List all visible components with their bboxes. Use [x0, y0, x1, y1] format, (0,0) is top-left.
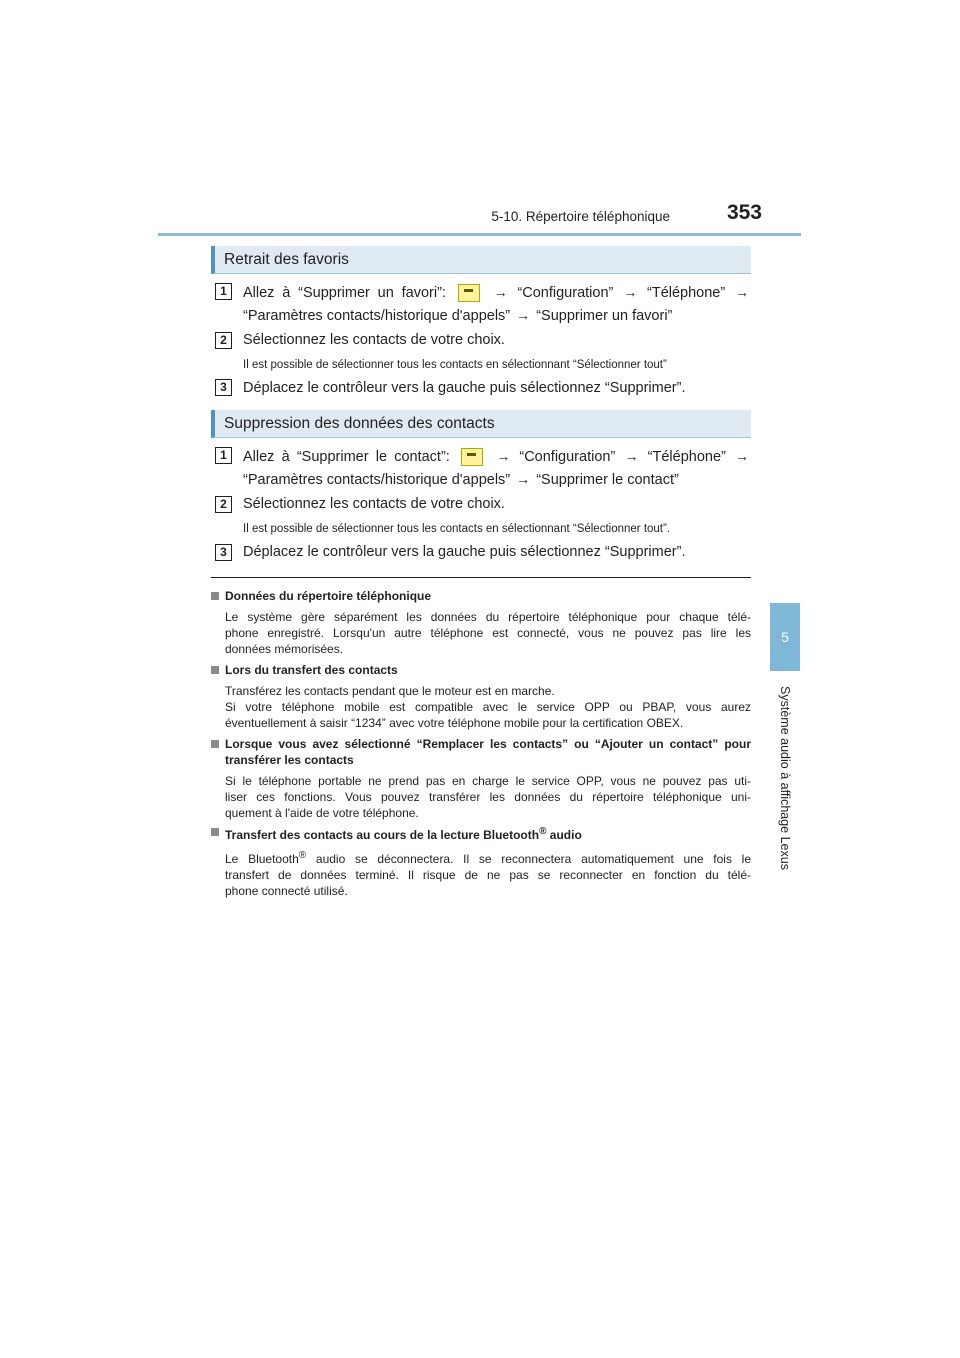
step-line-prefix: Allez à “Supprimer un favori”: [243, 285, 446, 301]
page-number: 353 [726, 201, 762, 224]
step-path-item: “Supprimer un favori” [536, 308, 673, 324]
step-line-prefix: Allez à “Supprimer le contact”: [243, 449, 450, 465]
step-number: 2 [215, 332, 232, 349]
menu-button-icon [461, 448, 483, 466]
step-number: 3 [215, 379, 232, 396]
info-heading-text: Lors du transfert des contacts [225, 663, 398, 677]
step-line [243, 468, 751, 491]
info-block [211, 662, 751, 731]
step-path-item: “Supprimer le contact” [536, 472, 679, 488]
section-title-contacts: Suppression des données des contacts [211, 410, 751, 438]
info-heading-text: audio [546, 828, 582, 842]
info-line: transfert de données terminé. Il risque de ne pas se reconnecter en fonction du télé- [225, 868, 751, 882]
info-block [211, 736, 751, 821]
step-note: Il est possible de sélectionner tous les contacts en sélectionnant “Sélectionner tout” [243, 359, 667, 371]
step-line [243, 445, 751, 468]
step-path-item: “Configuration” [517, 285, 614, 301]
step-text: Sélectionnez les contacts de votre choix. [243, 332, 505, 348]
info-line: éventuellement à saisir “1234” avec votre téléphone mobile pour la certification OBEX. [225, 716, 684, 730]
chapter-number: 5 [781, 629, 789, 645]
info-heading-text: Lorsque vous avez sélectionné “Remplacer les contacts” ou “Ajouter un contact” pour [225, 737, 751, 751]
right-arrow-icon: → [735, 284, 750, 300]
info-line: Si le téléphone portable ne prend pas en charge le service OPP, vous ne pouvez pas uti- [225, 774, 751, 788]
step-path-item: “Configuration” [519, 449, 616, 465]
info-line [225, 848, 751, 867]
square-bullet-icon [211, 666, 219, 674]
step-number: 2 [215, 496, 232, 513]
info-line: quement à l'aide de votre téléphone. [225, 806, 419, 820]
step-path-item: “Téléphone” [647, 449, 726, 465]
info-line: Transférez les contacts pendant que le moteur est en marche. [225, 684, 555, 698]
info-line: phone connecté utilisé. [225, 884, 348, 898]
divider [211, 577, 751, 578]
chapter-tab [770, 603, 800, 671]
info-block [211, 824, 751, 899]
step-path-item: “Paramètres contacts/historique d'appels” [243, 472, 511, 488]
header-section-title: 5-10. Répertoire téléphonique [491, 209, 670, 224]
info-line: liser ces fonctions. Vous pouvez transférer les données du répertoire téléphonique uni- [225, 790, 751, 804]
chapter-label: Système audio à affichage Lexus [778, 686, 792, 870]
step-number: 3 [215, 544, 232, 561]
info-text: audio se déconnectera. Il se reconnectera automatiquement une fois le [306, 852, 752, 866]
step-number: 1 [215, 447, 232, 464]
right-arrow-icon: → [623, 284, 638, 300]
right-arrow-icon: → [735, 448, 750, 464]
info-line: données mémorisées. [225, 642, 344, 656]
registered-mark: ® [539, 826, 547, 837]
step-text: Sélectionnez les contacts de votre choix. [243, 496, 505, 512]
info-heading [211, 736, 751, 768]
step-note: Il est possible de sélectionner tous les contacts en sélectionnant “Sélectionner tout”. [243, 523, 671, 535]
right-arrow-icon: → [516, 471, 531, 487]
info-heading [211, 662, 751, 678]
header-rule [158, 233, 801, 236]
info-line: Si votre téléphone mobile est compatible avec le service OPP ou PBAP, vous aurez [225, 700, 751, 714]
menu-button-icon [458, 284, 480, 302]
info-block [211, 588, 751, 657]
info-text: Le Bluetooth [225, 852, 299, 866]
square-bullet-icon [211, 828, 219, 836]
info-body [211, 848, 751, 899]
info-body [211, 773, 751, 821]
info-line: Le système gère séparément les données du répertoire téléphonique pour chaque télé- [225, 610, 751, 624]
right-arrow-icon: → [624, 448, 639, 464]
step-text [243, 281, 751, 327]
square-bullet-icon [211, 592, 219, 600]
section-title-favorites: Retrait des favoris [211, 246, 751, 274]
right-arrow-icon: → [496, 448, 511, 464]
info-heading-text: Transfert des contacts au cours de la lecture Bluetooth [225, 828, 540, 842]
step-path-item: “Téléphone” [647, 285, 726, 301]
step-text [243, 445, 751, 491]
step-number: 1 [215, 283, 232, 300]
square-bullet-icon [211, 740, 219, 748]
step-text: Déplacez le contrôleur vers la gauche puis sélectionnez “Supprimer”. [243, 544, 686, 560]
info-heading-text: Données du répertoire téléphonique [225, 589, 432, 603]
step-text: Déplacez le contrôleur vers la gauche puis sélectionnez “Supprimer”. [243, 380, 686, 396]
step-line [243, 281, 751, 304]
info-line: phone enregistré. Lorsqu'un autre téléphone est connecté, vous ne pouvez pas lire les [225, 626, 751, 640]
step-path-item: “Paramètres contacts/historique d'appels” [243, 308, 511, 324]
registered-mark: ® [298, 850, 307, 861]
right-arrow-icon: → [516, 307, 531, 323]
right-arrow-icon: → [493, 284, 508, 300]
info-body [211, 683, 751, 731]
info-heading [211, 824, 751, 843]
info-heading [211, 588, 751, 604]
info-body [211, 609, 751, 657]
info-heading-text: transférer les contacts [225, 753, 354, 767]
step-line [243, 304, 751, 327]
